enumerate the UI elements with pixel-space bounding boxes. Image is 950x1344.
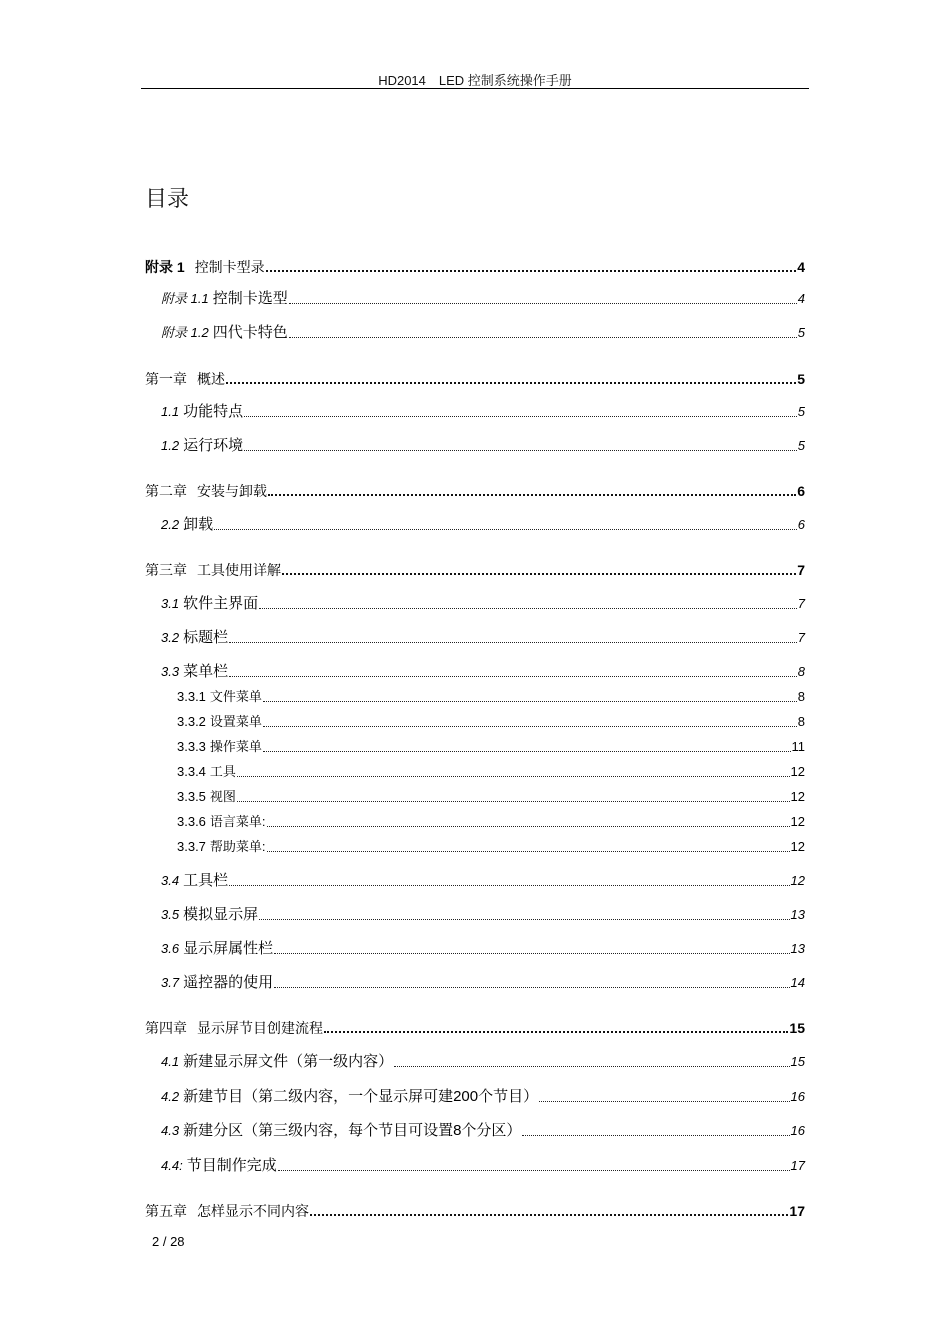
toc-entry-page: 5 [797,371,805,387]
toc-entry-label: 语言菜单: [209,814,266,829]
toc-entry-number: 1.1 [161,404,180,419]
toc-entry[interactable] [145,368,805,388]
dot-leader [229,641,797,643]
toc-entry[interactable] [161,972,805,992]
dot-leader [274,986,789,988]
toc-entry[interactable] [145,1017,805,1037]
dot-leader [263,750,791,752]
toc-entry[interactable] [145,480,805,500]
toc-entry-label: 概述 [197,371,225,387]
toc-entry[interactable] [161,904,805,924]
toc-entry-label: 怎样显示不同内容 [197,1203,309,1219]
running-header: HD2014 LED 控制系统操作手册 [378,73,572,88]
dot-leader [310,1213,788,1216]
toc-entry-page: 4 [797,291,805,306]
toc-entry[interactable] [161,322,805,342]
toc-entry-number: 3.3.3 [177,739,206,754]
toc-entry-number: 附录 1 [145,259,185,275]
toc-entry-page: 17 [790,1158,805,1173]
toc-entry-page: 12 [790,814,805,829]
toc-entry[interactable] [177,736,805,756]
dot-leader [229,675,797,677]
dot-leader [267,850,790,852]
dot-leader [266,269,797,272]
toc-entry[interactable] [177,711,805,731]
toc-entry[interactable] [145,559,805,579]
toc-entry-number: 4.1 [161,1054,180,1069]
toc-entry-label: 工具栏 [183,872,229,889]
toc-entry-label: 控制卡型录 [194,259,265,275]
toc-entry-page: 14 [790,975,805,990]
toc-entry-label: 标题栏 [183,629,229,646]
toc-entry-page: 4 [797,259,805,275]
dot-leader [267,825,790,827]
dot-leader [268,493,796,496]
toc-entry-label: 设置菜单 [209,714,262,729]
toc-entry-label: 文件菜单 [209,689,262,704]
dot-leader [259,918,789,920]
toc-entry-page: 6 [797,517,805,532]
toc-entry-page: 12 [790,873,805,888]
toc-entry-number: 3.3.5 [177,789,206,804]
toc-entry-number: 第四章 [145,1020,187,1036]
toc-entry-page: 12 [790,839,805,854]
toc-entry-number: 4.3 [161,1123,180,1138]
toc-entry-label: 软件主界面 [183,595,259,612]
toc-entry[interactable] [161,435,805,455]
dot-leader [244,415,797,417]
toc-entry-page: 15 [790,1054,805,1069]
toc-entry[interactable] [177,786,805,806]
toc-entry[interactable] [145,256,805,276]
toc-entry-number: 3.3.1 [177,689,206,704]
toc-entry-page: 8 [797,664,805,679]
toc-entry-number: 附录 1.1 [161,291,209,306]
toc-entry[interactable] [161,401,805,421]
toc-entry[interactable] [177,811,805,831]
toc-entry[interactable] [161,1086,805,1106]
toc-entry-number: 3.5 [161,907,180,922]
dot-leader [263,725,797,727]
dot-leader [214,528,797,530]
toc-entry-number: 3.7 [161,975,180,990]
toc-entry-number: 3.4 [161,873,180,888]
toc-entry-page: 16 [790,1089,805,1104]
toc-entry-number: 3.6 [161,941,180,956]
toc-entry[interactable] [145,1200,805,1220]
toc-entry-number: 附录 1.2 [161,325,209,340]
dot-leader [229,884,789,886]
toc-entry[interactable] [161,1155,805,1175]
toc-title: 目录 [145,187,190,212]
toc-entry-number: 4.4: [161,1158,183,1173]
toc-entry-number: 1.2 [161,438,180,453]
dot-leader [522,1134,789,1136]
toc-entry-number: 3.2 [161,630,180,645]
toc-entry-number: 3.1 [161,596,180,611]
toc-entry-label: 菜单栏 [183,663,229,680]
header-rule [141,88,809,89]
dot-leader [289,302,797,304]
toc-entry[interactable] [161,870,805,890]
toc-entry-label: 节目制作完成 [186,1157,277,1174]
toc-entry-label: 帮助菜单: [209,839,266,854]
dot-leader [274,952,789,954]
toc-entry-number: 3.3.6 [177,814,206,829]
toc-entry-number: 3.3.7 [177,839,206,854]
dot-leader [244,449,797,451]
toc-entry-label: 运行环境 [183,437,244,454]
toc-entry-label: 显示屏节目创建流程 [197,1020,323,1036]
toc-entry[interactable] [177,761,805,781]
toc-entry[interactable] [161,514,805,534]
toc-entry-page: 5 [797,404,805,419]
toc-entry-label: 显示屏属性栏 [183,940,274,957]
toc-entry-label: 操作菜单 [209,739,262,754]
toc-entry-page: 5 [797,438,805,453]
dot-leader [237,775,790,777]
toc-entry-number: 3.3.4 [177,764,206,779]
toc-entry-page: 7 [797,630,805,645]
toc-entry[interactable] [161,1120,805,1140]
toc-entry-number: 第三章 [145,562,187,578]
toc-entry[interactable] [161,938,805,958]
dot-leader [259,607,797,609]
toc-entry[interactable] [161,593,805,613]
toc-entry-label: 工具 [209,764,236,779]
toc-entry[interactable] [177,686,805,706]
dot-leader [394,1065,789,1067]
dot-leader [263,700,797,702]
toc-entry-page: 17 [789,1203,805,1219]
toc-entry[interactable] [161,661,805,681]
toc-entry-label: 四代卡特色 [212,324,288,341]
toc-entry-number: 4.2 [161,1089,180,1104]
toc-entry-page: 12 [790,789,805,804]
toc-entry-page: 5 [797,325,805,340]
toc-entry-number: 第二章 [145,483,187,499]
toc-entry-number: 3.3 [161,664,180,679]
toc-entry-page: 7 [797,596,805,611]
toc-entry-page: 15 [789,1020,805,1036]
dot-leader [282,572,796,575]
toc-entry-page: 8 [797,689,805,704]
toc-entry-page: 13 [790,907,805,922]
toc-entry-page: 11 [791,739,805,754]
toc-entry[interactable] [161,627,805,647]
toc-entry-label: 控制卡选型 [212,290,288,307]
dot-leader [237,800,790,802]
toc-entry-page: 16 [790,1123,805,1138]
toc-entry-number: 第五章 [145,1203,187,1219]
toc-entry[interactable] [161,1051,805,1071]
dot-leader [226,381,796,384]
toc-entry-number: 3.3.2 [177,714,206,729]
toc-entry-label: 安装与卸载 [197,483,267,499]
toc-entry-page: 6 [797,483,805,499]
dot-leader [278,1169,790,1171]
toc-entry-label: 模拟显示屏 [183,906,259,923]
toc-entry-label: 新建显示屏文件（第一级内容） [183,1053,394,1070]
toc-entry[interactable] [161,288,805,308]
toc-entry-page: 7 [797,562,805,578]
page-indicator: 2 / 28 [152,1234,185,1249]
toc-entry-label: 卸载 [183,516,214,533]
toc-entry-label: 新建分区（第三级内容，每个节目可设置8个分区） [183,1122,522,1139]
toc-entry-label: 视图 [209,789,236,804]
toc-entry-number: 2.2 [161,517,180,532]
toc-entry-number: 第一章 [145,371,187,387]
toc-entry-page: 13 [790,941,805,956]
dot-leader [324,1030,788,1033]
dot-leader [289,336,797,338]
toc-entry-label: 新建节目（第二级内容，一个显示屏可建200个节目） [183,1088,539,1105]
toc-entry[interactable] [177,836,805,856]
toc-entry-label: 遥控器的使用 [183,974,274,991]
toc-entry-page: 12 [790,764,805,779]
toc-entry-label: 工具使用详解 [197,562,281,578]
toc-entry-page: 8 [797,714,805,729]
toc-entry-label: 功能特点 [183,403,244,420]
dot-leader [539,1100,789,1102]
